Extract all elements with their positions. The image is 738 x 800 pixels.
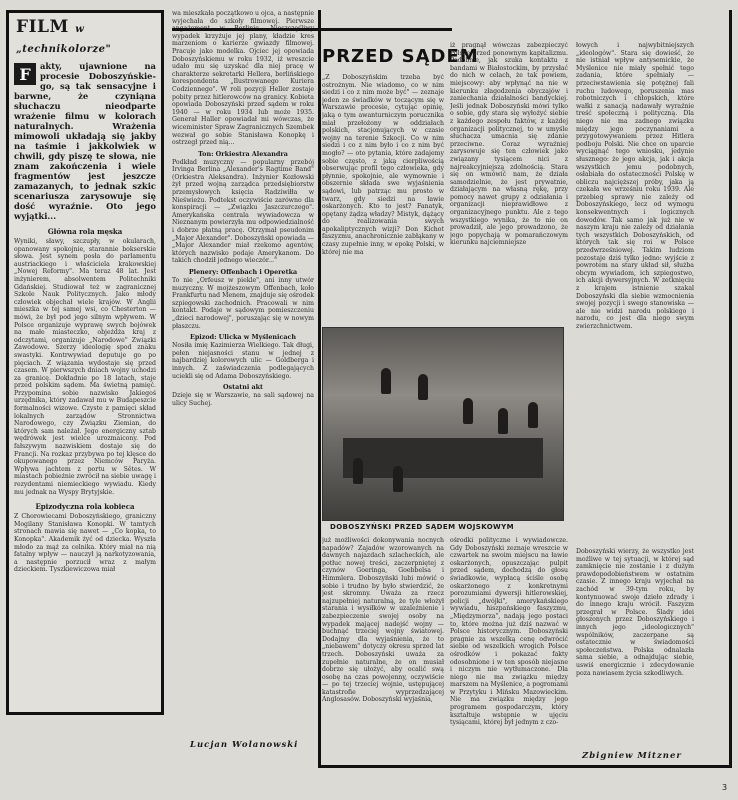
page-number: 3 [722, 783, 728, 792]
film-body-2: Z Chorowiecami Doboszyńskiego, graniczny Mogilany Stanisława Konopki. W tamtych stronach mawia się nawet — „Co kopka, to Konopka". Akademik żyć od dziecka. Wyszła młodo za mąż za celnika. Który miał na nią fatalny wpływ — nauczył ją narkotyzowania, a następnie porzucił wraz z małym dzieckiem. Tyszkiewiczowa miał [14, 513, 156, 574]
courtroom-photo [322, 327, 564, 521]
film-title-main: FILM [16, 17, 69, 37]
court-article-title: PRZED SĄDEM [322, 46, 479, 67]
court-col-6: Doboszyński wierzy, że wszystko jest możliwe w tej sytuacji, w której sąd zamknięcie nie zostanie i z dużym prawdopodobieństwem w ostatnim czasie. Z innego kraju wyjechał na zachód w 39-tym roku, by kontynuować swoje dzieło zdrady i do innego kraju wrócił. Faszyzm przegrał w Polsce. Ślady idei głoszonych przez Doboszyńskiego i innych jego „ideologicznych" wspólników, zaczerpane są ostatecznie w świadomości społeczeństwa. Polska odnalazła sama siebie, a odnajdując siebie, uswiś energicznie i zdecydowanie poza nawiasem życia szkodliwych. [576, 548, 694, 677]
subhead-female-role: Epizodyczna rola kobieca [35, 502, 135, 512]
film-lead-paragraph: akty, ujawnione na procesie Doboszyńskie-go, są tak sensacyjne i barwne, że czyniąna słuchaczu nieodparte wrażenie filmu w kolorach naturalnych. Wrażenia mimowoli układają się jakby na taśmie i jakkolwiek w chwili, gdy piszę te słowa, nie znam zakończenia i wiele fragmentów jest jeszcze zamazanych, to jednak szkic scenariusza zarysowuje się dość wyraźnie. Oto jego wyjątki... [14, 61, 156, 221]
subhead-plenery: Plenery: Offenbach i Operetka [188, 268, 298, 276]
photo-caption: DOBOSZYŃSKI PRZED SĄDEM WOJSKOWYM [330, 523, 515, 531]
film-title-tail: w „technikolorze" [16, 24, 112, 55]
drop-cap: F [14, 63, 36, 85]
court-col-3: łowych i najwybitniejszych „ideologów". Stara się dowieść, że nie istniał wpływ antysemickie, że Myślenice nie miały spełnić tego zadania, które spełniały — przeciwstawienia się potężnej fali ruchu ludowego, poruszenia mas robotniczych i chłopskich, które wałki z sanacją nadawały wyraźnie treść społeczną i polityczną. Dla niego nie ma zadnego związku między jego poczynaniami a przygotowywaniem przez Hitlera podboju Polski. Nie chce on uparcie wyciągnąć tego wniosku, jedynie słusznego: że jego akcja, jak i akcja wszystkich jemu podobnych, osłabiała do ostateczności Polskę w obliczu najcięższej próby, jaka ją czekała we wrześniu roku 1939. Ale przebieg sprawy nie zależy od Doboszyńskiego, lecz od wymogu konsekwentnych i logicznych dowodów. Tak samo jak już nie w naszym kraju nie zależy od działania tych wszystkich Doboszyńskich, od których tak się roi w Polsce przedwrześniowej. Takim ludziom pozostaje dziś tylko jedno: wyjście z powrotem na stary układ sił, służba obcym wywiadom, ich szpiegostwo, ich akcji dywersyjnych. W zetknięciu z krajem istnienie szakal Doboszyński dla siebie wzmocnienia swojej pozycji i swego stanowiska — ale nie widzi narodu polskiego i narodu, co jest dla niego swym zwierzchnictwem. [576, 42, 694, 330]
photo-figure [528, 402, 538, 428]
film-article-title [16, 17, 156, 57]
mid-text-1: wa mieszkała początkowo u ojca, a następnie wyjechała do szkoły filmowej. Pierwsze wypadek krzyżuje jej plany, kładzie kres marzeniom o karierze gwiazdy filmowej. Pracuje jako modelka. Ojciec jej opowiada Doboszyńskiemu w roku 1932, iż wreszcie udało mu się uzyskać dla niej pracę w charakterze sekretarki Hellera, berlińskiego korespondenta „Ilustrowanego Kuriera Codziennego". W roli pozycji Heller zostaje pobity przez hitlerowców na granicy. Kobieta opowiada Doboszyński przed sądem w roku 1940 — w roku 1934 lub może 1935. Generał Haller opowiadał mi wówczas, że wiceminister Spraw Zagranicznych Szembek wezwał go sobie Stanisława Konopkę i ostrzegł przed nią... [172, 10, 314, 147]
subhead-orchestra: Ton: Orkiestra Alexandra [198, 149, 288, 158]
mid-text-3: To nie „Orfeusz w piekle", ani inny utwór muzyczny. W mojżeszowym Offenbach, koło Frankfurtu nad Menem, znajduje się ośrodek szpiegowski zachodnich. Pracowali w nim kontakt. Podaje w sądowym pomieszczeniu „dzieci narodowej", poruszając się w nowym płaszczu. [172, 277, 314, 330]
photo-figure [463, 398, 473, 424]
author-signature-right: Zbigniew Mitzner [582, 751, 682, 761]
subhead-last-act: Ostatni akt [222, 383, 264, 392]
photo-background [323, 328, 563, 520]
subhead-main-role: Główna rola męska [47, 227, 123, 236]
film-article-column [6, 10, 164, 715]
subhead-episode: Epizod: Ulicka w Myślenicach [189, 333, 297, 342]
photo-figure [381, 368, 391, 394]
film-continuation-column [172, 10, 314, 715]
court-col-5: ośrodki polityczne i wywiadowcze. Gdy Doboszyński zeznaje wreszcie w czwartek na swoim miejscu na ławie oskarżonych, opuszczając pulpit przed sądem, dochodzą do głosu świadkowie, wypłacą ściśle osobę oskarżonego z konkretnymi porozumiami dywersji hitlerowskiej, policji „dwójki", amerykańskiego wywiadu, hiszpańskiego faszyzmu, „Międzymorza", nadają jego postaci to, które można już dziś nazwać w Polsce historycznym. Doboszyński pragnie za wszelką cenę odwrócić siebie od wszelkich wrogich Polsce ośrodków i pokazać fakty odosobnione i w ten sposób niejasne i niczym nie wytłumaczone. Dla niego nie ma związku między marszem na Myślenice, a pogromami w Przytyku i Mińsku Mazowieckim. Nie ma związku między jego programem gospodarczym, który kształtuje wstępnie w ujęciu tysiącami, której był jednym z czo- [450, 537, 568, 727]
photo-figure [393, 466, 403, 492]
photo-figure [353, 458, 363, 484]
author-signature-left: Lucjan Wolanowski [190, 740, 299, 750]
mid-text-5: Dzieje się w Warszawie, na sali sądowej na ulicy Suchej. [172, 392, 314, 407]
mid-text-2: Podkład muzyczny — popularny przebój Irvinga Berlina „Alexander's Ragtime Band" (Orkiestra Aleksandra). Inżynier Kozłowski żył przed wojną zarządca przedsiębiorstw przemysłowych księcia Radziwiłła w Nieświeżu. Podtekst oczywiście zarówno dla konspiracji — „Związku Jaszczurczego". Amerykańska centrala wywiadowcza w Nieznanym powierzyła mu odpowiedzialność i dobrze płatną pracę. Otrzymał pseudonim „Major Alexander". Doboszyński opowiada — „Major Alexander miał rzekomo agentów, których nazwisko podaje Amerykanom. Do takich chodził jednego wieczór..." [172, 158, 314, 265]
court-col-4: już możliwości dokonywania nocnych napadów? Zajadów wzorowanych na dawnych najazdach szlacheckich, ale potłuc nowej treści, zaczerpniętej z czynów Goeringa, Goebbelsa i Himmlera. Doboszyński lubi mówić o sobie i trudno by było stwierdzić, że jest skromny. Uważa za rzecz najzupełniej naturalną, że tyle włożył starania i wysiłków w uzależnienie i zabezpieczenie swojej osoby na wypadek mającej nadejść wojny — buchnąć trzeciej wojny światowej. Dodajmy dla wyjaśnienia, że to „niebawem" dotyczy okresu sprzed lat trzech. Doboszyński uważa za zupełnie naturalne, że on musiał dobrze się ułożyć, aby ocalić swą osobę na czas powojenny, oczywiście — po tej trzeciej wojnie, ustępującej katastrofie wyprzedzającej Anglosasów. Doboszyński wyjaśnia, [322, 537, 444, 704]
photo-figure [418, 374, 428, 400]
photo-desk [343, 438, 543, 478]
film-body-1: Wyniki, sławy, szczupły, w okularach, opanowany spokojnie, starannie bokserskie słowa. Jest synem posła do parlamentu austriackiego i właściciela krakowskiej „Nowej Reformy". Ma teraz 48 lat. Jest inżynierem, absolwentem Politechniki Gdańskiej. Studiował też w zagranicznej Szkole Nauk Politycznych. Jako młody człowiek objechał wiele krajów. W Anglii mieszka w tej samej wsi, co Chesterton — mówi, że był pod jego silnym wpływem. W Polsce organizuje wyprawę swych bojówek na małe miasteczko, objeżdża kraj z odczytami, organizuje „Narodowe" Związki Zawodowe. Szerzy ideologię spod znaku swastyki. Kontrwywiad deputuje go po pięciach. Z wiązania wydostaje się przed czasem. W pierwszych dniach wojny uchodzi za granicę. Dokładnie po 18 latach, staje przed polskim sądem. Ma świetną pamięć. Przypomina sobie nazwisko Jakiegoś urzędnika, który zadawał mu w Budapeszcie formalności wizowe. Czyste z pamięci skład lokalnych zarządów Stronnictwa Narodowego, czy Związku Ziemian, do których sam należał. Jego energiczny sztab wędrówek jest wielce urozmaicony. Pod fałszywym nazwiskiem dostaje się do Francji. Na rozkaz przybywa po tej klęsce do okupowanego przez Niemców Paryża. Wpływa jachtem z portu w Sêtes. W miastach pobieżnie zwrócił na siebie uwagę i rezydentami niemieckiego wywiadu. Kiedy mu jednak na Wyspy Brytyjskie. [14, 238, 156, 496]
court-col-2: iż pragnął wówczas zabezpieczyć Polskę przed ponownym kapitalizmu. Podobnie, jak szuka kontaktu z bandami w Białostockim, by przysłać do nich w celach, że tak powiem, miejscowy: aby wpłynąć na nie w kierunku złagodzenia obyczajów i zaniechania działalności bandyckiej. Jeśli jednak Doboszyński mówi tylko o sobie, gdy stara się wyłożyć siebie z każdego zespołu faktów, z każdej organizacji politycznej, to w umyśle słuchacza umacnia się zdanie przeciwne. Coraz wyraźniej zarysowuje się ten człowiek jako związany tysiącem nici z najreakcyjniejszą zdolnością. Stara się on wmówić nam, że działa samodzielnie, że jest prywatnie, działającym na własną rękę, przy pomocy nawet grupy z odziałania i organizacji nieprawidłowe z organizacyjnego punktu. Ale z tego wszystkiego wynika, że to nie on prowadził, ale jego prowadzono, że jego popychają w pomarańczowym kierunku najciemniejsze [450, 42, 568, 247]
court-col-1: „Z Doboszyńskim trzeba być ostrożnym. Nie wiadomo, co w nim siedzi i co z nim może być" — zeznaje jeden ze świadków w toczącym się w Warszawie procesie, cytując opinię, jaką o tym awanturniczym porucznika miał przełożony w oddziałach polskich, stacjonujących w czasie wojny na terenie Szkocji. Co w nim siedzi i co z nim było i co z nim być mogło? — oto pytania, które zadajemy sobie często, z jaką cierpliwością obserwując profil tego człowieka, gdy płynnie, spokojnie, ale wymownie i obszernie składa swe wyjaśnienia sądowi, lub patrząc mu prosto w twarz, gdy siedzi na ławie oskarżonych. Kto to jest? Fanatyk, opętany żądzą władzy? Mistyk, dążący do realizowania swych apokaliptycznych wizji? Don Kichot faszyzmu, anachronicznie zabłąkany w czasy zupełnie inny, w epokę Polski, w której nie ma [322, 74, 444, 256]
mid-text-4: Nosiła imię Kazimierza Wielkiego. Tak długi, pełen niejasności stanu w jednej z najbardziej kolorowych ulic — Goldberga i innych. Z zaświadczenia podlegających uciekli się od Adama Doboszyńskiego. [172, 342, 314, 380]
photo-figure [498, 408, 508, 434]
